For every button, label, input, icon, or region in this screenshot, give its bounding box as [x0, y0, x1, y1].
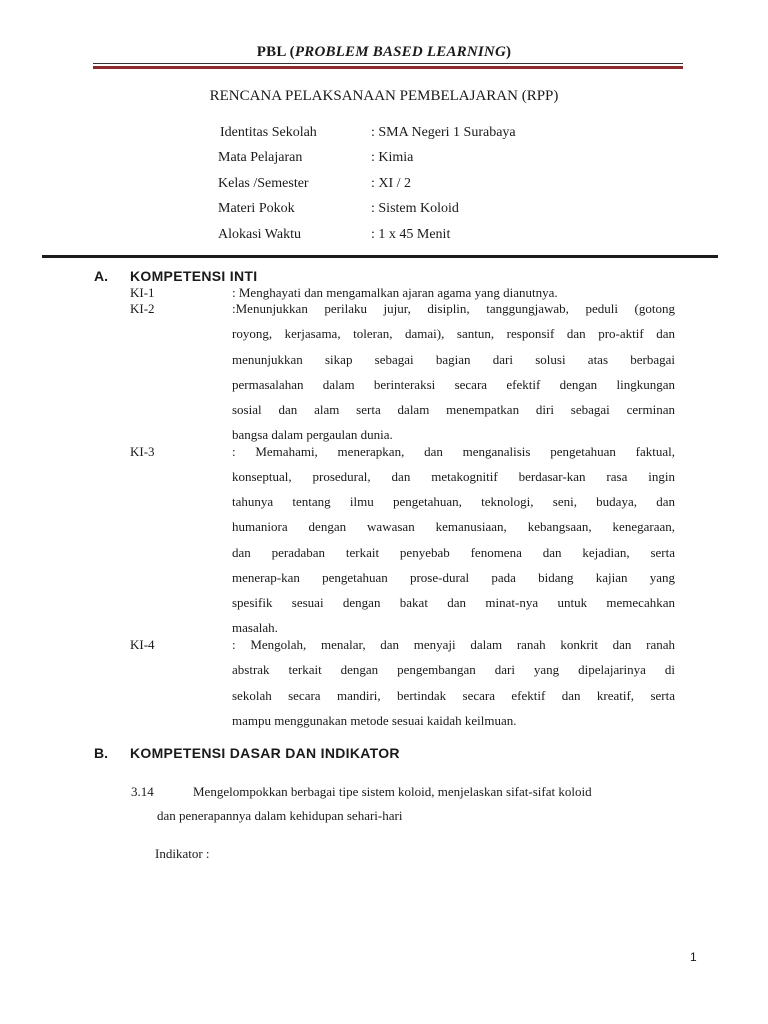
- ki3-line: masalah.: [232, 620, 278, 635]
- document-title: RENCANA PELAKSANAAN PEMBELAJARAN (RPP): [209, 88, 559, 104]
- ki2-line: bangsa dalam pergaulan dunia.: [232, 427, 393, 442]
- section-a-letter: A.: [94, 268, 108, 284]
- identity-value-topic: : Sistem Koloid: [371, 201, 459, 216]
- indikator-label: Indikator :: [155, 846, 210, 861]
- identity-label-topic: Materi Pokok: [218, 201, 295, 216]
- ki4-line: mampu menggunakan metode sesuai kaidah keilmuan.: [232, 713, 517, 728]
- section-a-title: KOMPETENSI INTI: [130, 268, 258, 284]
- ki2-line: sosial dan alam serta dalam menempatkan diri sebagai cerminan: [232, 402, 675, 417]
- ki2-line: :Menunjukkan perilaku jujur, disiplin, tanggungjawab, peduli (gotong: [232, 301, 675, 316]
- identity-value-class: : XI / 2: [371, 176, 412, 191]
- kd-text-line2: dan penerapannya dalam kehidupan sehari-hari: [157, 808, 403, 823]
- running-header: [0, 44, 768, 61]
- header-italic: PROBLEM BASED LEARNING: [294, 44, 506, 60]
- ki4-line: sekolah secara mandiri, bertindak secara efektif dan kreatif, serta: [232, 688, 675, 703]
- header-suffix: ): [506, 44, 512, 60]
- ki4-label: KI-4: [130, 637, 155, 652]
- identity-label-school: Identitas Sekolah: [220, 125, 317, 140]
- kd-text-line1: Mengelompokkan berbagai tipe sistem koloid, menjelaskan sifat-sifat koloid: [193, 784, 592, 799]
- ki1-line: : Menghayati dan mengamalkan ajaran agama yang dianutnya.: [232, 285, 558, 300]
- identity-label-subject: Mata Pelajaran: [218, 150, 303, 165]
- ki2-line: menunjukkan sikap sebagai bagian dari solusi atas berbagai: [232, 352, 675, 367]
- ki3-line: tahunya tentang ilmu pengetahuan, teknologi, seni, budaya, dan: [232, 494, 675, 509]
- ki3-line: dan peradaban terkait penyebab fenomena dan kejadian, serta: [232, 545, 675, 560]
- header-rule-thick: [93, 66, 683, 69]
- ki2-line: permasalahan dalam berinteraksi secara efektif dengan lingkungan: [232, 377, 675, 392]
- identity-value-school: : SMA Negeri 1 Surabaya: [371, 125, 516, 140]
- header-rule-thin: [93, 63, 683, 64]
- ki3-line: konseptual, prosedural, dan metakognitif berdasar-kan rasa ingin: [232, 469, 675, 484]
- section-b-title: KOMPETENSI DASAR DAN INDIKATOR: [130, 745, 400, 761]
- header-prefix: PBL (: [256, 44, 295, 60]
- ki4-line: abstrak terkait dengan pengembangan dari yang dipelajarinya di: [232, 662, 675, 677]
- ki4-line: : Mengolah, menalar, dan menyaji dalam ranah konkrit dan ranah: [232, 637, 675, 652]
- kd-number: 3.14: [131, 784, 154, 799]
- ki1-label: KI-1: [130, 285, 155, 300]
- identity-label-class: Kelas /Semester: [218, 176, 309, 191]
- identity-value-time: : 1 x 45 Menit: [371, 227, 451, 242]
- ki3-line: spesifik sesuai dengan bakat dan minat-nya untuk memecahkan: [232, 595, 675, 610]
- ki3-label: KI-3: [130, 444, 155, 459]
- page-number: 1: [690, 950, 697, 964]
- ki3-line: menerap-kan pengetahuan prose-dural pada bidang kajian yang: [232, 570, 675, 585]
- ki3-line: : Memahami, menerapkan, dan menganalisis pengetahuan faktual,: [232, 444, 675, 459]
- ki3-line: humaniora dengan wawasan kemanusiaan, kebangsaan, kenegaraan,: [232, 519, 675, 534]
- identity-value-subject: : Kimia: [371, 150, 414, 165]
- section-separator: [42, 255, 718, 258]
- ki2-line: royong, kerjasama, toleran, damai), santun, responsif dan pro-aktif dan: [232, 326, 675, 341]
- section-b-letter: B.: [94, 745, 108, 761]
- identity-label-time: Alokasi Waktu: [218, 227, 301, 242]
- ki2-label: KI-2: [130, 301, 155, 316]
